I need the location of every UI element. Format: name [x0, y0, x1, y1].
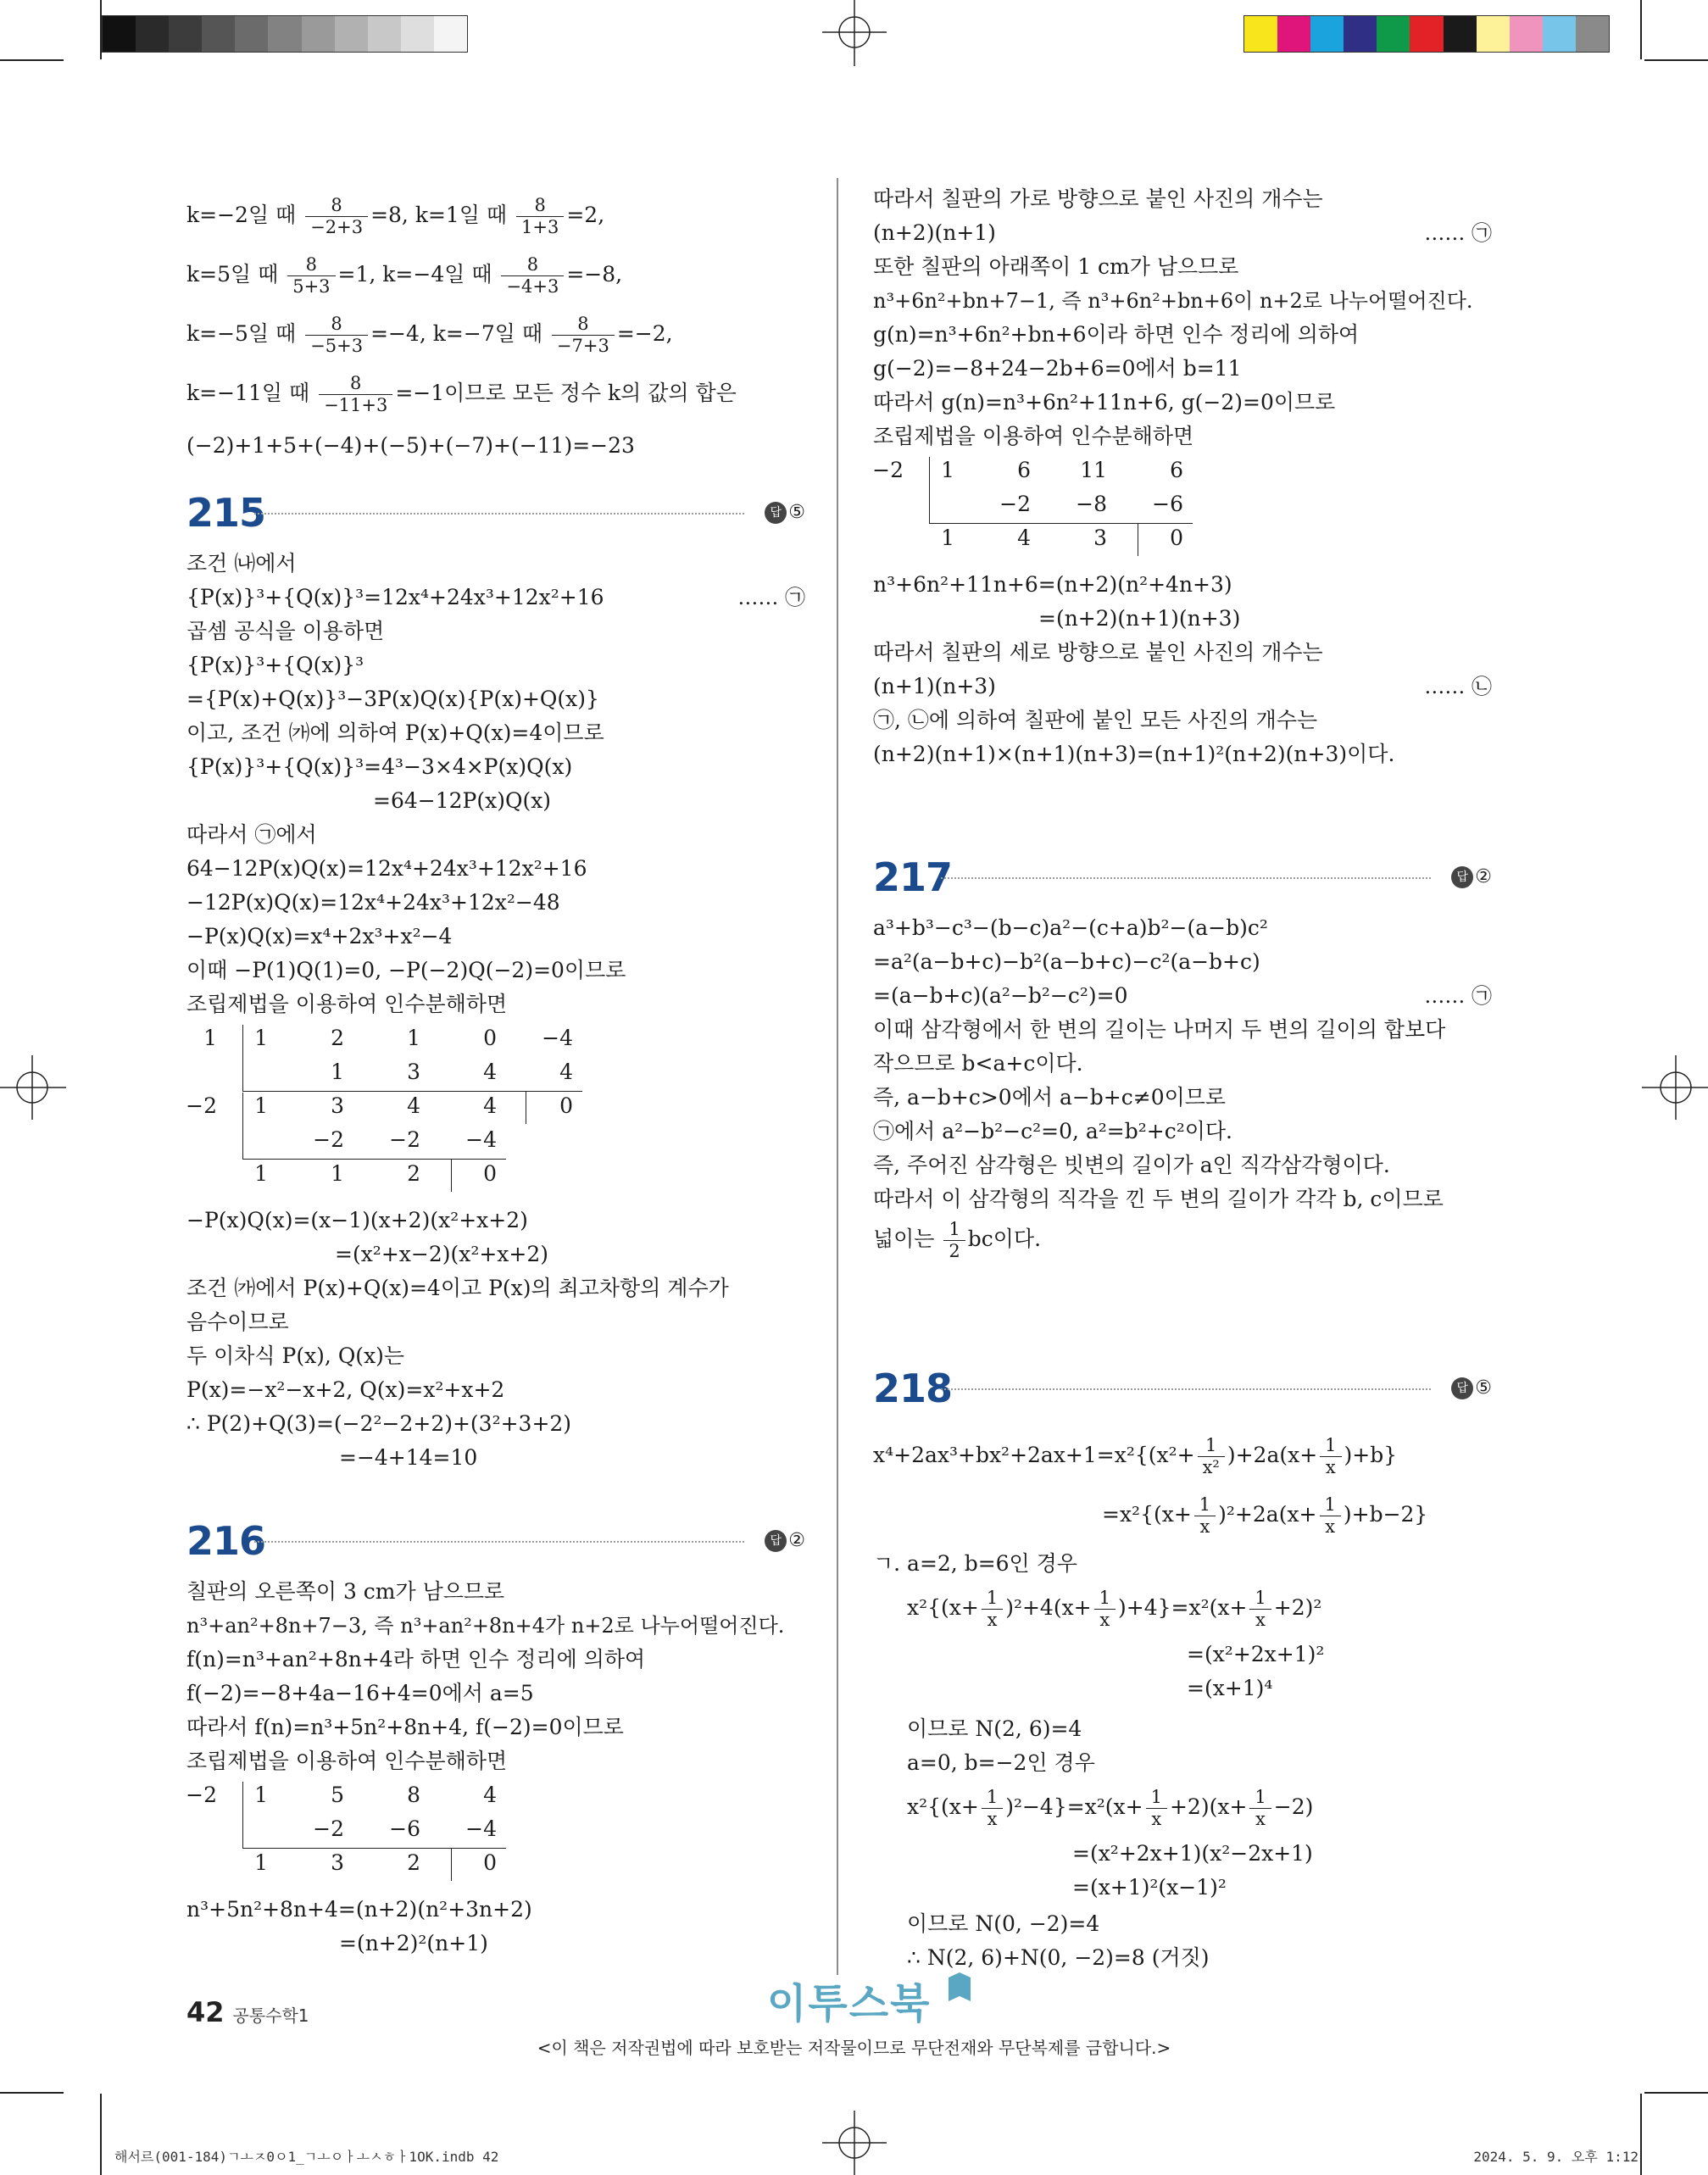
fraction — [982, 1589, 1003, 1629]
sec215-line: −12P(x)Q(x)=12x⁴+24x³+12x²−48 — [186, 890, 560, 915]
section-header-216 — [186, 1516, 805, 1566]
color-swatch — [1410, 16, 1443, 52]
cell: 1 — [254, 1850, 268, 1875]
synthetic-division-table — [873, 453, 1212, 555]
numerator: 1 — [986, 1588, 999, 1608]
answer-mark-icon: 답 — [765, 1530, 787, 1552]
synthetic-division-table — [186, 1778, 526, 1880]
color-swatch — [268, 16, 301, 52]
cell: −2 — [313, 1816, 344, 1841]
sec216b-line: 따라서 칠판의 세로 방향으로 붙인 사진의 개수는 — [873, 640, 1323, 665]
fraction — [1146, 1788, 1167, 1828]
problem-number: 218 — [873, 1366, 953, 1411]
crop-mark — [100, 2094, 102, 2175]
color-swatch — [235, 16, 268, 52]
sec214-line4 — [186, 371, 737, 415]
table-rule — [242, 1782, 243, 1848]
sec215-line: 조건 ㈏에서 — [186, 551, 297, 576]
sec215-line: −P(x)Q(x)=x⁴+2x³+x²−4 — [186, 924, 453, 948]
color-swatch — [1444, 16, 1477, 52]
cell: −2 — [999, 492, 1031, 516]
coef: 4 — [483, 1783, 497, 1807]
cell: 4 — [483, 1060, 497, 1084]
page-number: 42 — [186, 1996, 225, 2028]
sec217-line: =(a−b+c)(a²−b²−c²)=0 — [873, 983, 1128, 1008]
sec215-line: =64−12P(x)Q(x) — [373, 788, 552, 813]
color-swatch — [335, 16, 368, 52]
sec218-line: =(x²+2x+1)² — [1187, 1642, 1325, 1666]
sec217-line — [873, 1216, 1041, 1262]
leader-dots — [941, 1388, 1431, 1390]
coef: 6 — [1017, 458, 1031, 482]
color-swatch — [1244, 16, 1277, 52]
numerator: 1 — [1325, 1435, 1337, 1455]
numerator: 1 — [986, 1787, 999, 1807]
denominator: x — [1320, 1456, 1341, 1477]
publisher-logo — [767, 1971, 972, 2029]
sec218-line: 이므로 N(2, 6)=4 — [907, 1716, 1082, 1741]
sec217-line: ㉠에서 a²−b²−c²=0, a²=b²+c²이다. — [873, 1119, 1232, 1143]
text: −2) — [1273, 1794, 1314, 1819]
color-calibration-strip — [1243, 15, 1610, 53]
sec218-line: ㄱ. a=2, b=6인 경우 — [873, 1551, 1077, 1576]
fraction — [1194, 1496, 1216, 1536]
text: =−1이므로 모든 정수 k의 값의 합은 — [395, 381, 737, 405]
text: )²+4(x+ — [1005, 1595, 1092, 1620]
sec218-line — [1102, 1490, 1427, 1539]
section-header-218 — [873, 1363, 1492, 1414]
sec216b-line: (n+1)(n+3) — [873, 674, 996, 698]
denominator: x — [1249, 1609, 1271, 1629]
sec217-line: a³+b³−c³−(b−c)a²−(c+a)b²−(a−b)c² — [873, 915, 1268, 940]
numerator: 8 — [305, 254, 318, 275]
problem-number: 217 — [873, 854, 953, 900]
text: 넓이는 — [873, 1227, 942, 1251]
cell: 1 — [331, 1161, 344, 1186]
text: +2)(x+ — [1169, 1794, 1248, 1819]
color-swatch — [434, 16, 467, 52]
sec216b-line: g(n)=n³+6n²+bn+6이라 하면 인수 정리에 의하여 — [873, 322, 1360, 347]
registration-mark-icon — [1642, 1055, 1708, 1120]
fraction — [982, 1788, 1003, 1828]
cell: 4 — [407, 1093, 420, 1118]
fraction — [1320, 1496, 1341, 1536]
book-icon — [947, 1971, 972, 2005]
denominator: −5+3 — [305, 335, 368, 355]
denominator: 5+3 — [287, 275, 335, 296]
sec217-line: 즉, a−b+c>0에서 a−b+c≠0이므로 — [873, 1085, 1227, 1110]
sec215-line: −P(x)Q(x)=(x−1)(x+2)(x²+x+2) — [186, 1208, 528, 1232]
sec216-line: n³+an²+8n+7−3, 즉 n³+an²+8n+4가 n+2로 나누어떨어진다. — [186, 1614, 785, 1638]
crop-mark — [100, 0, 102, 59]
cell: −6 — [1152, 492, 1183, 516]
sec216b-line: =(n+2)(n+1)(n+3) — [1038, 606, 1241, 631]
cell: 4 — [483, 1093, 497, 1118]
coef: 0 — [483, 1026, 497, 1050]
denominator: x — [982, 1808, 1003, 1828]
text: k=−11일 때 — [186, 381, 317, 405]
sec218-line: =(x+1)²(x−1)² — [1072, 1875, 1227, 1900]
sec215-line: 이때 −P(1)Q(1)=0, −P(−2)Q(−2)=0이므로 — [186, 958, 626, 982]
answer-mark-icon: 답 — [765, 502, 787, 524]
copyright-notice: <이 책은 저작권법에 따라 보호받는 저작물이므로 무단전재와 무단복제를 금합니다.> — [537, 2038, 1171, 2058]
sec216-line: n³+5n²+8n+4=(n+2)(n²+3n+2) — [186, 1897, 532, 1922]
fraction — [501, 256, 564, 296]
text: +2)² — [1273, 1595, 1322, 1620]
color-swatch — [103, 16, 136, 52]
color-swatch — [1477, 16, 1510, 52]
color-swatch — [1344, 16, 1377, 52]
sec215-line: 조건 ㈎에서 P(x)+Q(x)=4이고 P(x)의 최고차항의 계수가 — [186, 1276, 729, 1300]
remainder: 0 — [483, 1850, 497, 1875]
sec215-line: 음수이므로 — [186, 1310, 289, 1334]
sec216-line: =(n+2)²(n+1) — [339, 1931, 488, 1955]
sec216b-line: 조립제법을 이용하여 인수분해하면 — [873, 424, 1194, 448]
fraction — [1198, 1437, 1225, 1477]
color-swatch — [1576, 16, 1609, 52]
text: k=−5일 때 — [186, 321, 303, 346]
sec215-line: {P(x)}³+{Q(x)}³ — [186, 653, 364, 677]
equation-tag: …… ㉠ — [1424, 984, 1492, 1008]
fraction — [1094, 1589, 1115, 1629]
text: =−2, — [616, 321, 673, 346]
answer-mark-icon: 답 — [1451, 1377, 1473, 1399]
numerator: 8 — [331, 195, 342, 215]
numerator: 8 — [534, 195, 546, 215]
cell: 1 — [254, 1161, 268, 1186]
crop-mark — [0, 59, 64, 61]
sec218-line — [907, 1783, 1313, 1832]
sec216-line: f(−2)=−8+4a−16+4=0에서 a=5 — [186, 1681, 534, 1705]
text: =x²{(x+ — [1102, 1502, 1192, 1527]
leader-dots — [254, 1541, 744, 1543]
fraction — [287, 256, 335, 296]
text: =1, k=−4일 때 — [337, 262, 499, 286]
sec216b-line: 또한 칠판의 아래쪽이 1 cm가 남으므로 — [873, 254, 1239, 279]
section-header-215 — [186, 487, 805, 538]
table-rule — [242, 1093, 243, 1159]
sec215-line: 이고, 조건 ㈎에 의하여 P(x)+Q(x)=4이므로 — [186, 720, 604, 745]
numerator: 8 — [526, 254, 539, 275]
color-swatch — [1510, 16, 1543, 52]
cell: 4 — [559, 1060, 573, 1084]
numerator: 8 — [331, 314, 342, 334]
answer-label — [1451, 862, 1492, 893]
color-swatch — [1543, 16, 1576, 52]
sec218-line — [907, 1583, 1321, 1633]
answer-value: ⑤ — [1475, 1377, 1492, 1399]
sec215-line: 따라서 ㉠에서 — [186, 822, 317, 847]
print-timestamp: 2024. 5. 9. 오후 1:12 — [1473, 2149, 1638, 2165]
remainder-box — [451, 1159, 506, 1192]
crop-mark — [1644, 59, 1708, 61]
answer-value: ⑤ — [788, 502, 805, 523]
problem-number: 216 — [186, 1518, 266, 1564]
answer-label — [1451, 1373, 1492, 1404]
cell: 3 — [1093, 526, 1107, 550]
numerator: 1 — [1324, 1494, 1336, 1515]
numerator: 1 — [1099, 1588, 1111, 1608]
sec217-line: 작으므로 b<a+c이다. — [873, 1051, 1083, 1076]
sec215-line: 64−12P(x)Q(x)=12x⁴+24x³+12x²+16 — [186, 856, 587, 881]
fraction — [305, 315, 368, 355]
text: bc이다. — [967, 1227, 1042, 1251]
registration-mark-icon — [0, 1055, 68, 1120]
numerator: 8 — [577, 314, 589, 334]
crop-mark — [1644, 2092, 1708, 2094]
problem-number: 215 — [186, 490, 266, 536]
denominator: x² — [1198, 1456, 1225, 1477]
crop-mark — [0, 2092, 64, 2094]
sec215-line: =−4+14=10 — [339, 1445, 478, 1470]
remainder-box — [1138, 523, 1193, 556]
registration-mark-icon — [822, 2111, 887, 2175]
cell: −2 — [313, 1127, 344, 1152]
remainder: 0 — [559, 1093, 573, 1118]
column-divider — [837, 178, 838, 1975]
sec216b-line: 따라서 g(n)=n³+6n²+11n+6, g(−2)=0이므로 — [873, 390, 1336, 414]
numerator: 1 — [1205, 1435, 1217, 1455]
sec217-line: =a²(a−b+c)−b²(a−b+c)−c²(a−b+c) — [873, 949, 1260, 974]
sec216-line: 따라서 f(n)=n³+5n²+8n+4, f(−2)=0이므로 — [186, 1715, 624, 1739]
coef: 5 — [331, 1783, 344, 1807]
denominator: x — [1094, 1609, 1115, 1629]
text: =2, — [566, 203, 605, 227]
coef: 8 — [407, 1783, 420, 1807]
text: =−8, — [566, 262, 623, 286]
answer-mark-icon: 답 — [1451, 866, 1473, 888]
fraction — [305, 197, 368, 236]
cell: 2 — [407, 1850, 420, 1875]
text: =−4, k=−7일 때 — [370, 321, 549, 346]
crop-mark — [1640, 2094, 1642, 2175]
remainder: 0 — [483, 1161, 497, 1186]
sec217-line: 즉, 주어진 삼각형은 빗변의 길이가 a인 직각삼각형이다. — [873, 1153, 1390, 1177]
cell: −4 — [465, 1127, 497, 1152]
sec215-line: =(x²+x−2)(x²+x+2) — [335, 1242, 549, 1266]
fraction — [1249, 1788, 1271, 1828]
page-footer — [186, 1996, 309, 2028]
sec216b-line: (n+2)(n+1) — [873, 220, 996, 245]
numerator: 1 — [1150, 1787, 1162, 1807]
divisor: −2 — [186, 1093, 217, 1118]
cell: 2 — [407, 1161, 420, 1186]
sec216-line: 조립제법을 이용하여 인수분해하면 — [186, 1749, 508, 1773]
sec217-line: 따라서 이 삼각형의 직각을 낀 두 변의 길이가 각각 b, c이므로 — [873, 1187, 1444, 1211]
equation-tag: …… ㉠ — [1424, 221, 1492, 245]
color-swatch — [368, 16, 401, 52]
text: k=5일 때 — [186, 262, 286, 286]
numerator: 8 — [350, 373, 362, 393]
fraction — [552, 315, 615, 355]
text: x²{(x+ — [907, 1595, 979, 1620]
coef: 1 — [941, 458, 954, 482]
sec215-line: {P(x)}³+{Q(x)}³=12x⁴+24x³+12x²+16 — [186, 585, 604, 609]
sec215-line: 두 이차식 P(x), Q(x)는 — [186, 1343, 405, 1368]
text: =8, k=1일 때 — [370, 203, 515, 227]
denominator: 1+3 — [516, 216, 564, 236]
text: )+b} — [1344, 1443, 1398, 1467]
sec218-line: a=0, b=−2인 경우 — [907, 1750, 1095, 1775]
color-swatch — [1277, 16, 1310, 52]
answer-value: ② — [788, 1530, 805, 1551]
denominator: −7+3 — [552, 335, 615, 355]
numerator: 1 — [1199, 1494, 1211, 1515]
numerator: 1 — [1255, 1787, 1266, 1807]
denominator: x — [1320, 1516, 1341, 1536]
sec215-line: {P(x)}³+{Q(x)}³=4³−3×4×P(x)Q(x) — [186, 754, 573, 779]
denominator: −11+3 — [319, 394, 392, 414]
cell: −6 — [389, 1816, 420, 1841]
denominator: 2 — [943, 1240, 965, 1260]
color-swatch — [401, 16, 434, 52]
color-swatch — [1377, 16, 1410, 52]
crop-mark — [1640, 0, 1642, 59]
divisor: −2 — [872, 458, 904, 482]
cell: −8 — [1076, 492, 1107, 516]
denominator: x — [1146, 1808, 1167, 1828]
color-swatch — [202, 16, 235, 52]
synthetic-division-table — [186, 1021, 593, 1191]
text: )+2a(x+ — [1227, 1443, 1318, 1467]
sec214-line3 — [186, 312, 673, 356]
numerator: 1 — [1255, 1588, 1266, 1608]
sec215-line: ∴ P(2)+Q(3)=(−2²−2+2)+(3²+3+2) — [186, 1411, 572, 1436]
answer-value: ② — [1475, 866, 1492, 887]
sec216b-line: ㉠, ㉡에 의하여 칠판에 붙인 모든 사진의 개수는 — [873, 708, 1318, 732]
denominator: −4+3 — [501, 275, 564, 296]
cell: 3 — [407, 1060, 420, 1084]
fraction — [516, 197, 564, 236]
sec215-line: P(x)=−x²−x+2, Q(x)=x²+x+2 — [186, 1377, 505, 1402]
sec218-line: 이므로 N(0, −2)=4 — [907, 1911, 1100, 1936]
cell: 3 — [331, 1850, 344, 1875]
coef: 1 — [407, 1026, 420, 1050]
sec218-line — [873, 1431, 1397, 1480]
coef: 1 — [254, 1783, 268, 1807]
fraction — [943, 1221, 965, 1260]
sec215-line: ={P(x)+Q(x)}³−3P(x)Q(x){P(x)+Q(x)} — [186, 687, 599, 711]
sec216b-line: n³+6n²+11n+6=(n+2)(n²+4n+3) — [873, 572, 1232, 597]
color-swatch — [302, 16, 335, 52]
cell: 3 — [331, 1093, 344, 1118]
text: )²+2a(x+ — [1218, 1502, 1317, 1527]
sec218-line: ∴ N(2, 6)+N(0, −2)=8 (거짓) — [907, 1945, 1210, 1970]
right-column — [872, 178, 1492, 1970]
sec214-line1 — [186, 193, 604, 237]
equation-tag: …… ㉠ — [737, 586, 805, 609]
answer-label — [765, 498, 805, 528]
leader-dots — [254, 513, 744, 515]
cell: 1 — [254, 1093, 268, 1118]
answer-label — [765, 1526, 805, 1556]
denominator: −2+3 — [305, 216, 368, 236]
sec216-line: 칠판의 오른쪽이 3 cm가 남으므로 — [186, 1579, 505, 1604]
file-slug: 해서르(001-184)ㄱㅗㅈ0ㅇ1_ㄱㅗㅇㅏㅗㅅㅎㅏ1OK.indb 42 — [114, 2149, 499, 2165]
leader-dots — [941, 877, 1431, 879]
coef: 6 — [1170, 458, 1183, 482]
book-title: 공통수학1 — [232, 2005, 309, 2026]
coef: 2 — [331, 1026, 344, 1050]
sec217-line: 이때 삼각형에서 한 변의 길이는 나머지 두 변의 길이의 합보다 — [873, 1017, 1446, 1042]
sec214-line5: (−2)+1+5+(−4)+(−5)+(−7)+(−11)=−23 — [186, 433, 635, 458]
divisor: −2 — [186, 1783, 217, 1807]
registration-mark-icon — [822, 0, 887, 68]
text: x⁴+2ax³+bx²+2ax+1=x²{(x²+ — [873, 1443, 1195, 1467]
text: )+4}=x²(x+ — [1118, 1595, 1248, 1620]
coef: 11 — [1080, 458, 1107, 482]
remainder-box — [451, 1848, 506, 1881]
sec218-line: =(x+1)⁴ — [1187, 1676, 1273, 1700]
text: )²−4}=x²(x+ — [1005, 1794, 1143, 1819]
sec216b-line: 따라서 칠판의 가로 방향으로 붙인 사진의 개수는 — [873, 186, 1323, 211]
sec215-line: 곱셈 공식을 이용하면 — [186, 619, 385, 643]
cell: −2 — [389, 1127, 420, 1152]
section-header-217 — [873, 852, 1492, 903]
denominator: x — [982, 1609, 1003, 1629]
sec216b-line: n³+6n²+bn+7−1, 즉 n³+6n²+bn+6이 n+2로 나누어떨어진다. — [873, 289, 1473, 313]
table-rule — [929, 457, 930, 523]
color-swatch — [169, 16, 202, 52]
equation-tag: …… ㉡ — [1424, 675, 1492, 698]
color-swatch — [1310, 16, 1344, 52]
fraction — [1249, 1589, 1271, 1629]
text: x²{(x+ — [907, 1794, 979, 1819]
sec216b-line: (n+2)(n+1)×(n+1)(n+3)=(n+1)²(n+2)(n+3)이다. — [873, 742, 1395, 766]
cell: 1 — [331, 1060, 344, 1084]
text: k=−2일 때 — [186, 203, 303, 227]
text: )+b−2} — [1343, 1502, 1428, 1527]
table-rule — [242, 1025, 243, 1091]
sec218-line: =(x²+2x+1)(x²−2x+1) — [1072, 1841, 1313, 1866]
remainder: 0 — [1170, 526, 1183, 550]
remainder-box — [526, 1091, 582, 1124]
coef: −4 — [542, 1026, 573, 1050]
sec216-line: f(n)=n³+an²+8n+4라 하면 인수 정리에 의하여 — [186, 1647, 646, 1672]
numerator: 1 — [949, 1219, 960, 1239]
logo-text: 이투스북 — [767, 1980, 932, 2028]
fraction — [319, 375, 392, 414]
sec215-line: 조립제법을 이용하여 인수분해하면 — [186, 992, 508, 1016]
color-swatch — [136, 16, 169, 52]
sec216b-line: g(−2)=−8+24−2b+6=0에서 b=11 — [873, 356, 1242, 381]
coef: 1 — [254, 1026, 268, 1050]
cell: −4 — [465, 1816, 497, 1841]
divisor: 1 — [203, 1026, 217, 1050]
cell: 4 — [1017, 526, 1031, 550]
denominator: x — [1194, 1516, 1216, 1536]
left-column — [186, 186, 805, 1966]
gray-calibration-strip — [102, 15, 468, 53]
cell: 1 — [941, 526, 954, 550]
denominator: x — [1249, 1808, 1271, 1828]
sec214-line2 — [186, 253, 622, 297]
fraction — [1320, 1437, 1341, 1477]
